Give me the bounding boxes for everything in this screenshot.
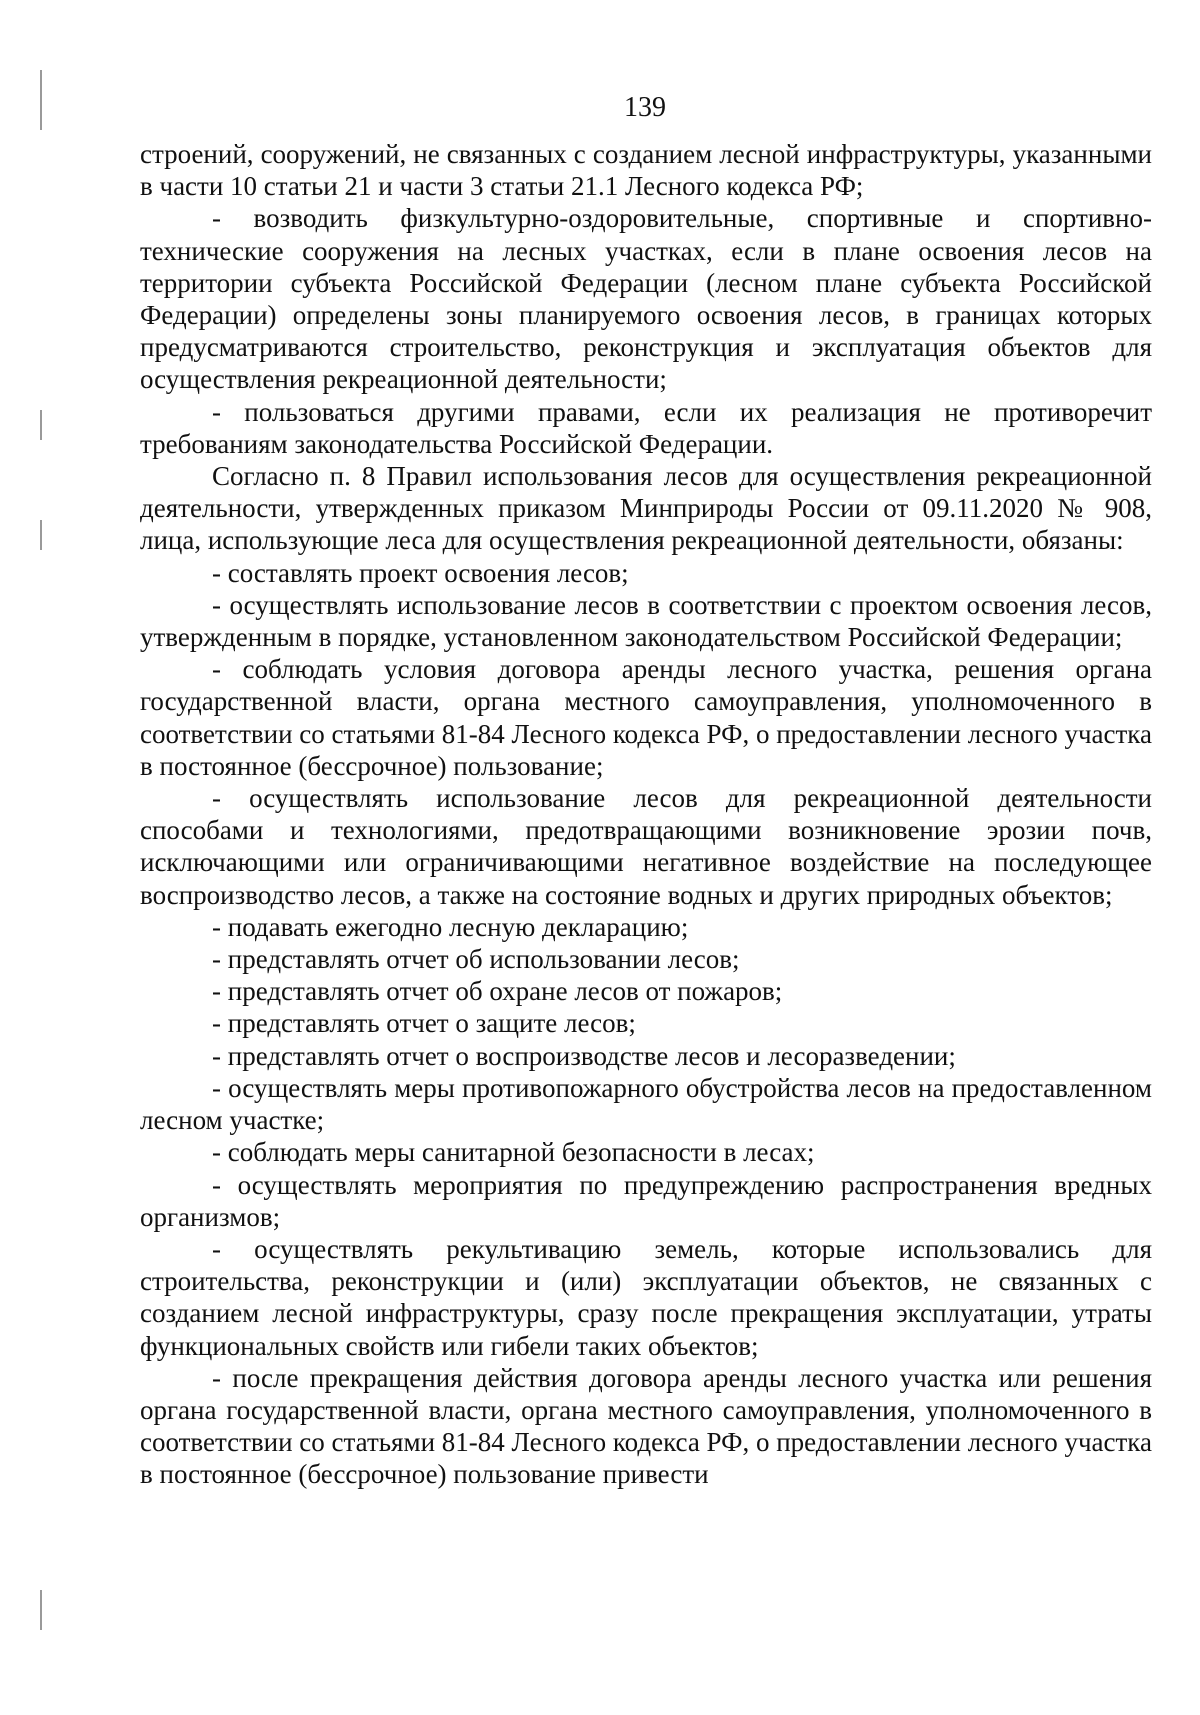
paragraph: - осуществлять мероприятия по предупреждению распространения вредных организмов; — [140, 1169, 1152, 1232]
document-body — [140, 138, 1152, 1491]
paragraph: Согласно п. 8 Правил использования лесов для осуществления рекреационной деятельности, утвержденных приказом Минприроды России от 09.11.2020 № 908, лица, использующие леса для осуществления рекреационной деятельности, обязаны: — [140, 461, 1152, 556]
paragraph: - осуществлять использование лесов в соответствии с проектом освоения лесов, утвержденным в порядке, установленном законодательством Российской Федерации; — [140, 589, 1152, 653]
paragraph: строений, сооружений, не связанных с созданием лесной инфраструктуры, указанными в части 10 статьи 21 и части 3 статьи 21.1 Лесного кодекса РФ; — [140, 139, 1152, 202]
paragraph: - пользоваться другими правами, если их реализация не противоречит требованиям законодательства Российской Федерации. — [140, 396, 1152, 459]
paragraph: - соблюдать меры санитарной безопасности в лесах; — [212, 1137, 815, 1168]
scan-artifact — [40, 520, 42, 550]
paragraph: - представлять отчет об охране лесов от пожаров; — [212, 976, 783, 1007]
paragraph: - возводить физкультурно-оздоровительные, спортивные и спортивно-технические сооружения на лесных участках, если в плане освоения лесов на территории субъекта Российской Федерации (лесном плане субъекта Российской Федерации) определены зоны планируемого освоения лесов, в границах которых предусматриваются строительство, реконструкция и эксплуатация объектов для осуществления рекреационной деятельности; — [140, 203, 1152, 395]
paragraph: - соблюдать условия договора аренды лесного участка, решения органа государственной власти, органа местного самоуправления, уполномоченного в соответствии со статьями 81-84 Лесного кодекса РФ, о предоставлении лесного участка в постоянное (бессрочное) пользование; — [140, 654, 1152, 781]
paragraph: - подавать ежегодно лесную декларацию; — [212, 911, 689, 942]
paragraph: - представлять отчет о воспроизводстве лесов и лесоразведении; — [212, 1040, 956, 1071]
paragraph: - осуществлять рекультивацию земель, которые использовались для строительства, реконструкции и (или) эксплуатации объектов, не связанных с созданием лесной инфраструктуры, сразу после прекращения эксплуатации, утраты функциональных свойств или гибели таких объектов; — [140, 1233, 1152, 1361]
paragraph: - после прекращения действия договора аренды лесного участка или решения органа государственной власти, органа местного самоуправления, уполномоченного в соответствии со статьями 81-84 Лесного кодекса РФ, о предоставлении лесного участка в постоянное (бессрочное) пользование привести — [140, 1362, 1152, 1490]
page-number: 139 — [624, 92, 666, 123]
scan-artifact — [40, 1590, 42, 1630]
scan-artifact — [40, 410, 42, 440]
paragraph: - составлять проект освоения лесов; — [212, 557, 629, 588]
paragraph: - осуществлять использование лесов для рекреационной деятельности способами и технологиями, предотвращающими возникновение эрозии почв, исключающими или ограничивающими негативное воздействие на последующее воспроизводство лесов, а также на состояние водных и других природных объектов; — [140, 783, 1152, 910]
paragraph: - осуществлять меры противопожарного обустройства лесов на предоставленном лесном участке; — [140, 1072, 1152, 1136]
paragraph: - представлять отчет об использовании лесов; — [212, 944, 740, 975]
paragraph: - представлять отчет о защите лесов; — [212, 1008, 636, 1039]
